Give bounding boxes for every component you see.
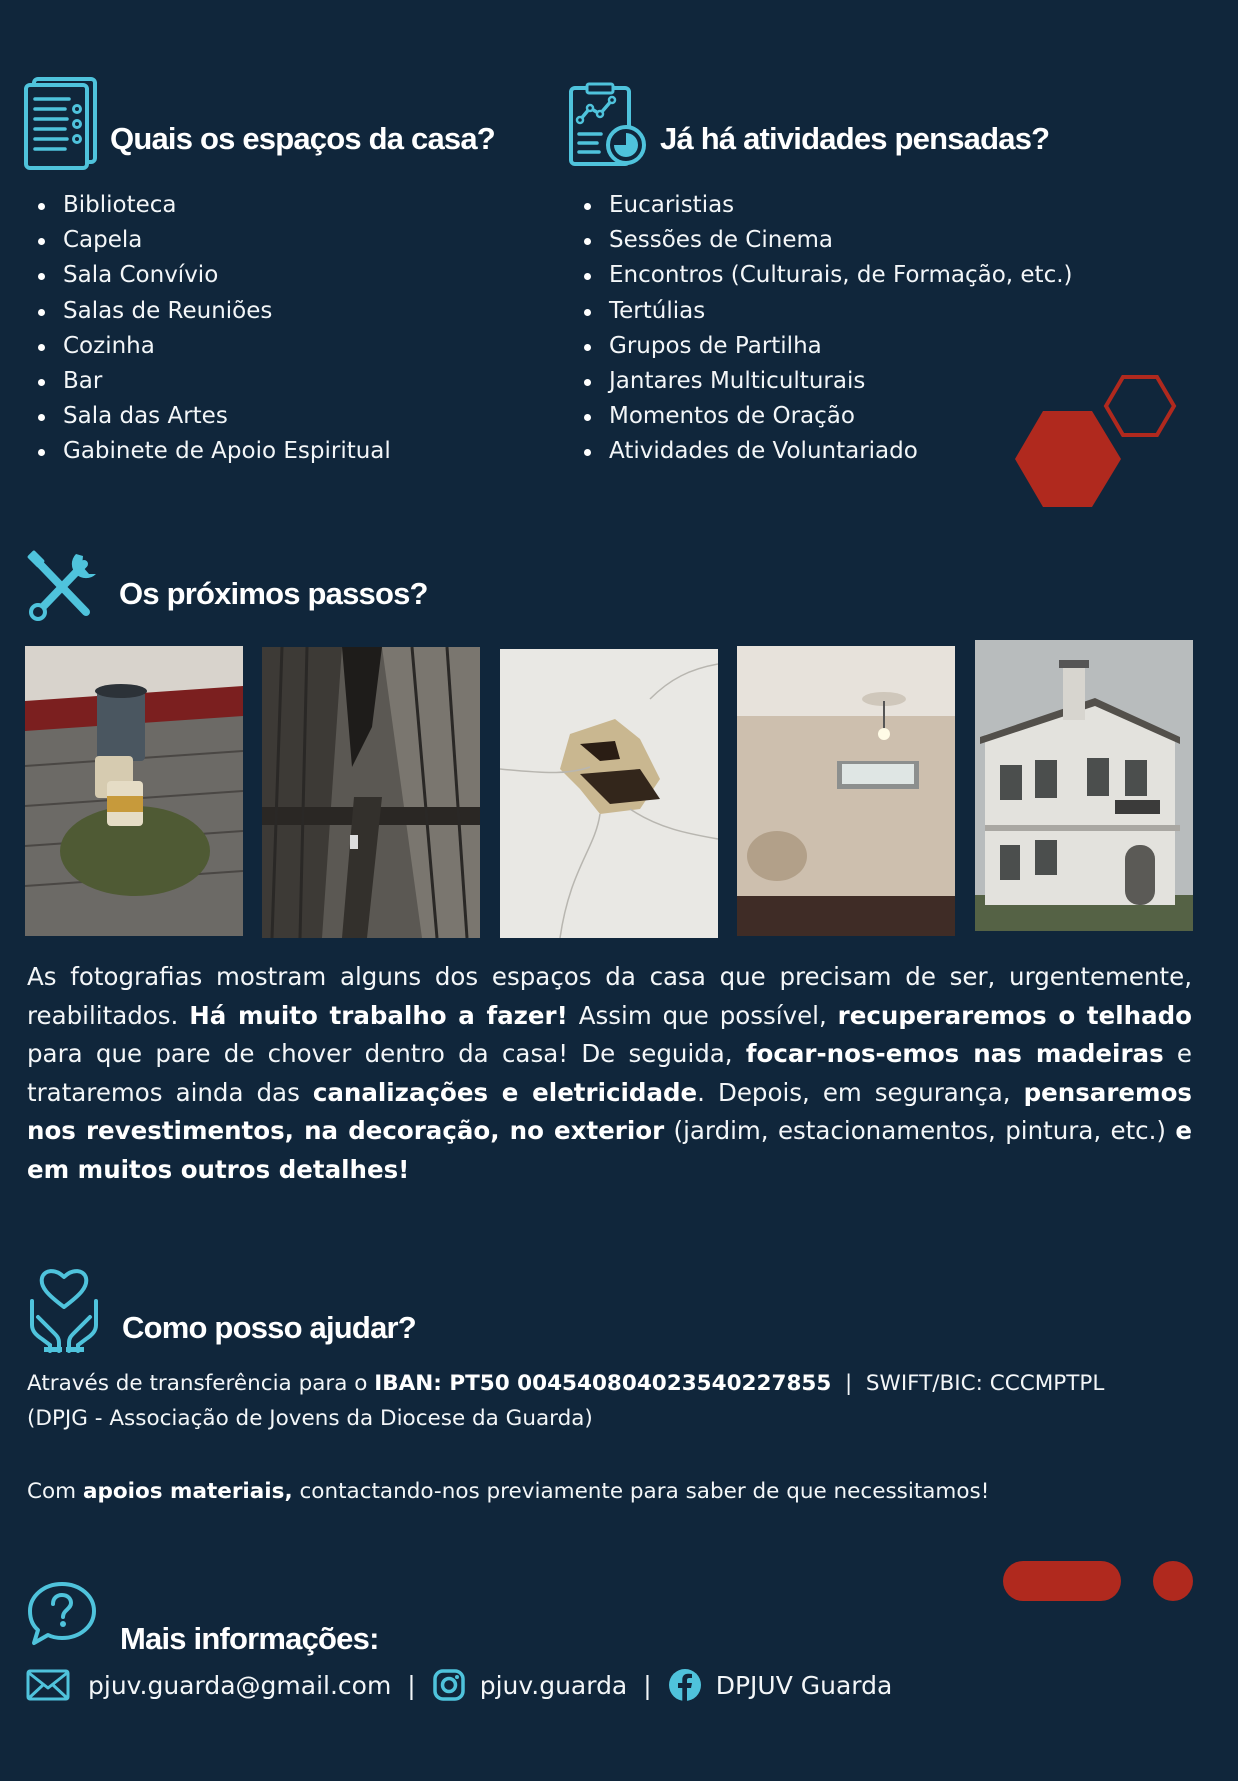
photo-house-exterior [975, 640, 1193, 931]
separator: | [407, 1670, 416, 1700]
list-item: Grupos de Partilha [573, 329, 1073, 364]
pill-dot-decoration [1000, 1558, 1200, 1604]
info-heading: Mais informações: [120, 1621, 379, 1656]
email-link[interactable]: pjuv.guarda@gmail.com [88, 1670, 392, 1700]
help-transfer-text [27, 1366, 1207, 1436]
list-item: Momentos de Oração [573, 399, 1073, 434]
list-item: Bar [27, 364, 391, 399]
clipboard-chart-icon [567, 82, 651, 170]
list-item: Encontros (Culturais, de Formação, etc.) [573, 258, 1073, 293]
photo-damaged-floor [25, 646, 243, 936]
document-list-icon [22, 74, 100, 170]
hands-heart-icon [26, 1267, 102, 1353]
list-item: Sala das Artes [27, 399, 391, 434]
list-item: Gabinete de Apoio Espiritual [27, 434, 391, 469]
contact-row [26, 1665, 892, 1705]
photo-cracked-ceiling [500, 649, 718, 938]
tools-icon [26, 550, 102, 624]
iban: IBAN: PT50 004540804023540227855 [374, 1371, 832, 1396]
list-item: Sala Convívio [27, 258, 391, 293]
list-item: Cozinha [27, 329, 391, 364]
activities-heading: Já há atividades pensadas? [660, 121, 1050, 156]
list-item: Sessões de Cinema [573, 223, 1073, 258]
steps-heading: Os próximos passos? [119, 576, 428, 611]
list-item: Salas de Reuniões [27, 294, 391, 329]
facebook-icon [668, 1668, 702, 1702]
instagram-icon [432, 1668, 466, 1702]
speech-bubble-question-icon [24, 1580, 100, 1648]
help-materials-text: Com apoios materiais, contactando-nos previamente para saber de que necessitamos! [27, 1479, 990, 1504]
photo-roof-beams [262, 647, 480, 938]
list-item: Tertúlias [573, 294, 1073, 329]
steps-paragraph: As fotografias mostram alguns dos espaços da casa que precisam de ser, urgentemente, reabilitados. Há muito trabalho a fazer! Assim que possível, recuperaremos o telhado para que pare de chover dentro da casa! De seguida, focar-nos-emos nas madeiras e trataremos ainda das canalizações e eletricidade. Depois, em segurança, pensaremos nos revestimentos, na decoração, no exterior (jardim, estacionamentos, pintura, etc.) e em muitos outros detalhes! [27, 962, 1192, 1184]
spaces-list [27, 188, 391, 470]
instagram-link[interactable]: pjuv.guarda [479, 1670, 628, 1700]
spaces-heading: Quais os espaços da casa? [110, 121, 495, 156]
list-item: Biblioteca [27, 188, 391, 223]
envelope-icon [26, 1669, 70, 1701]
separator: | [643, 1670, 652, 1700]
list-item: Capela [27, 223, 391, 258]
list-item: Jantares Multiculturais [573, 364, 1073, 399]
help-heading: Como posso ajudar? [122, 1310, 416, 1345]
facebook-link[interactable]: DPJUV Guarda [715, 1670, 893, 1700]
list-item: Atividades de Voluntariado [573, 434, 1073, 469]
organization-line: (DPJG - Associação de Jovens da Diocese da Guarda) [27, 1406, 593, 1431]
transfer-line: Através de transferência para o IBAN: PT50 004540804023540227855 | SWIFT/BIC: CCCMPTPL [27, 1371, 1105, 1396]
photo-basement-room [737, 646, 955, 936]
list-item: Eucaristias [573, 188, 1073, 223]
activities-list [573, 188, 1073, 470]
